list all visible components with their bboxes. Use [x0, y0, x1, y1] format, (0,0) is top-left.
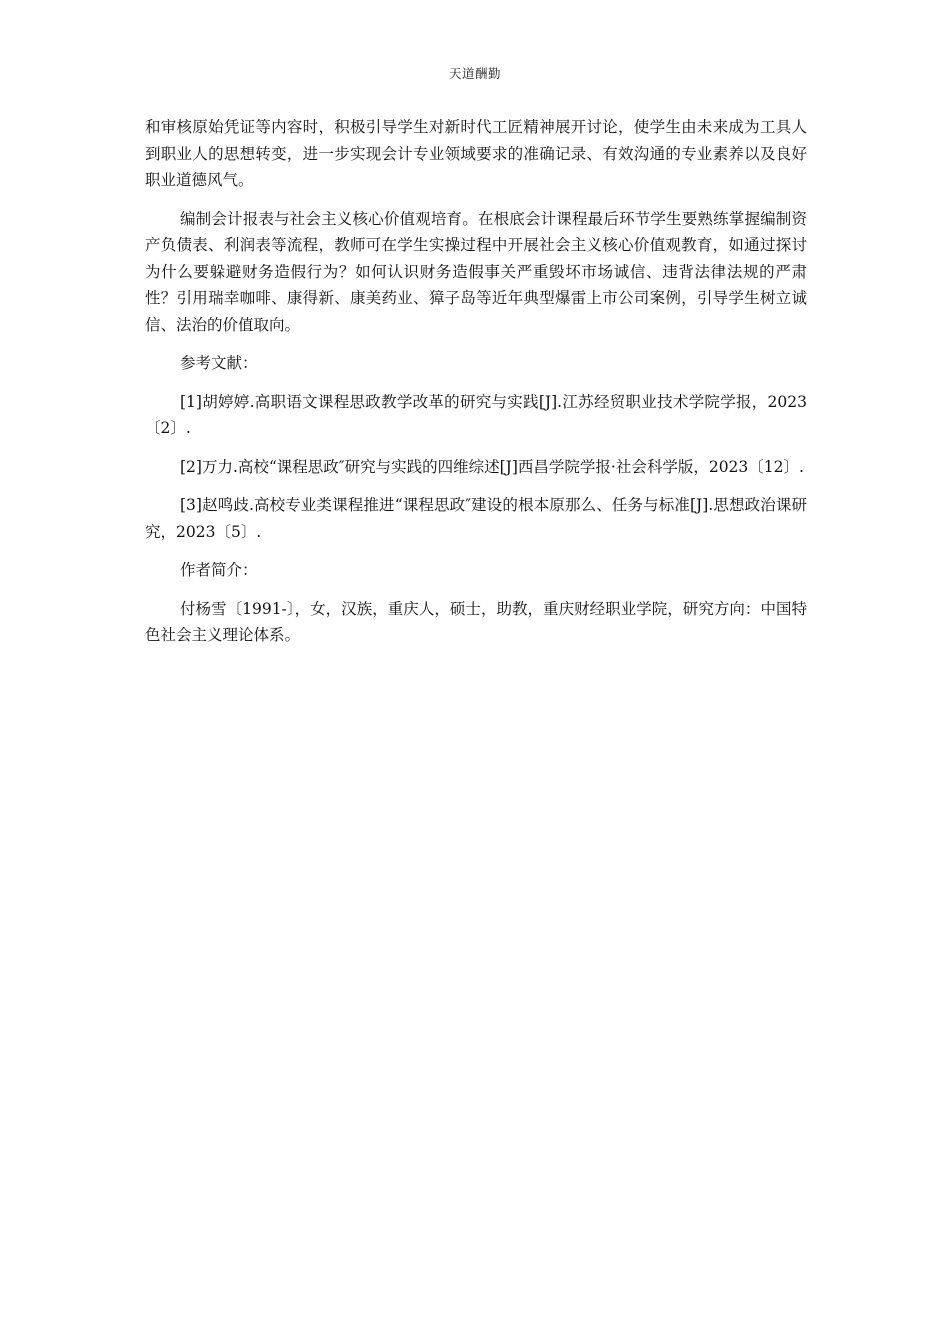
- paragraph-accounting-statements: 编制会计报表与社会主义核心价值观培育。在根底会计课程最后环节学生要熟练掌握编制资产负债表、利润表等流程，教师可在学生实操过程中开展社会主义核心价值观教育，如通过探讨为什么要躲避财务造假行为？如何认识财务造假事关严重毁坏市场诚信、违背法律法规的严肃性？引用瑞幸咖啡、康得新、康美药业、獐子岛等近年典型爆雷上市公司案例，引导学生树立诚信、法治的价值取向。: [145, 209, 807, 334]
- reference-item-1: [1]胡婷婷.高职语文课程思政教学改革的研究与实践[J].江苏经贸职业技术学院学报，2023〔2〕.: [145, 392, 807, 437]
- page-header: 天道酬勤: [448, 66, 501, 81]
- document-body: [145, 114, 807, 661]
- paragraph-continuation: 和审核原始凭证等内容时，积极引导学生对新时代工匠精神展开讨论，使学生由未来成为工具人到职业人的思想转变，进一步实现会计专业领域要求的准确记录、有效沟通的专业素养以及良好职业道德风气。: [145, 118, 807, 189]
- reference-item-2: [2]万力.高校“课程思政″研究与实践的四维综述[J]西昌学院学报·社会科学版，2023〔12〕.: [180, 457, 804, 476]
- author-bio: 付杨雪〔1991-〕，女，汉族，重庆人，硕士，助教，重庆财经职业学院，研究方向：中国特色社会主义理论体系。: [145, 599, 807, 644]
- references-heading: 参考文献：: [180, 354, 258, 372]
- author-heading: 作者简介：: [180, 561, 258, 579]
- reference-item-3: [3]赵鸣歧.高校专业类课程推进“课程思政″建设的根本原那么、任务与标准[J].思想政治课研究，2023〔5〕.: [145, 496, 807, 541]
